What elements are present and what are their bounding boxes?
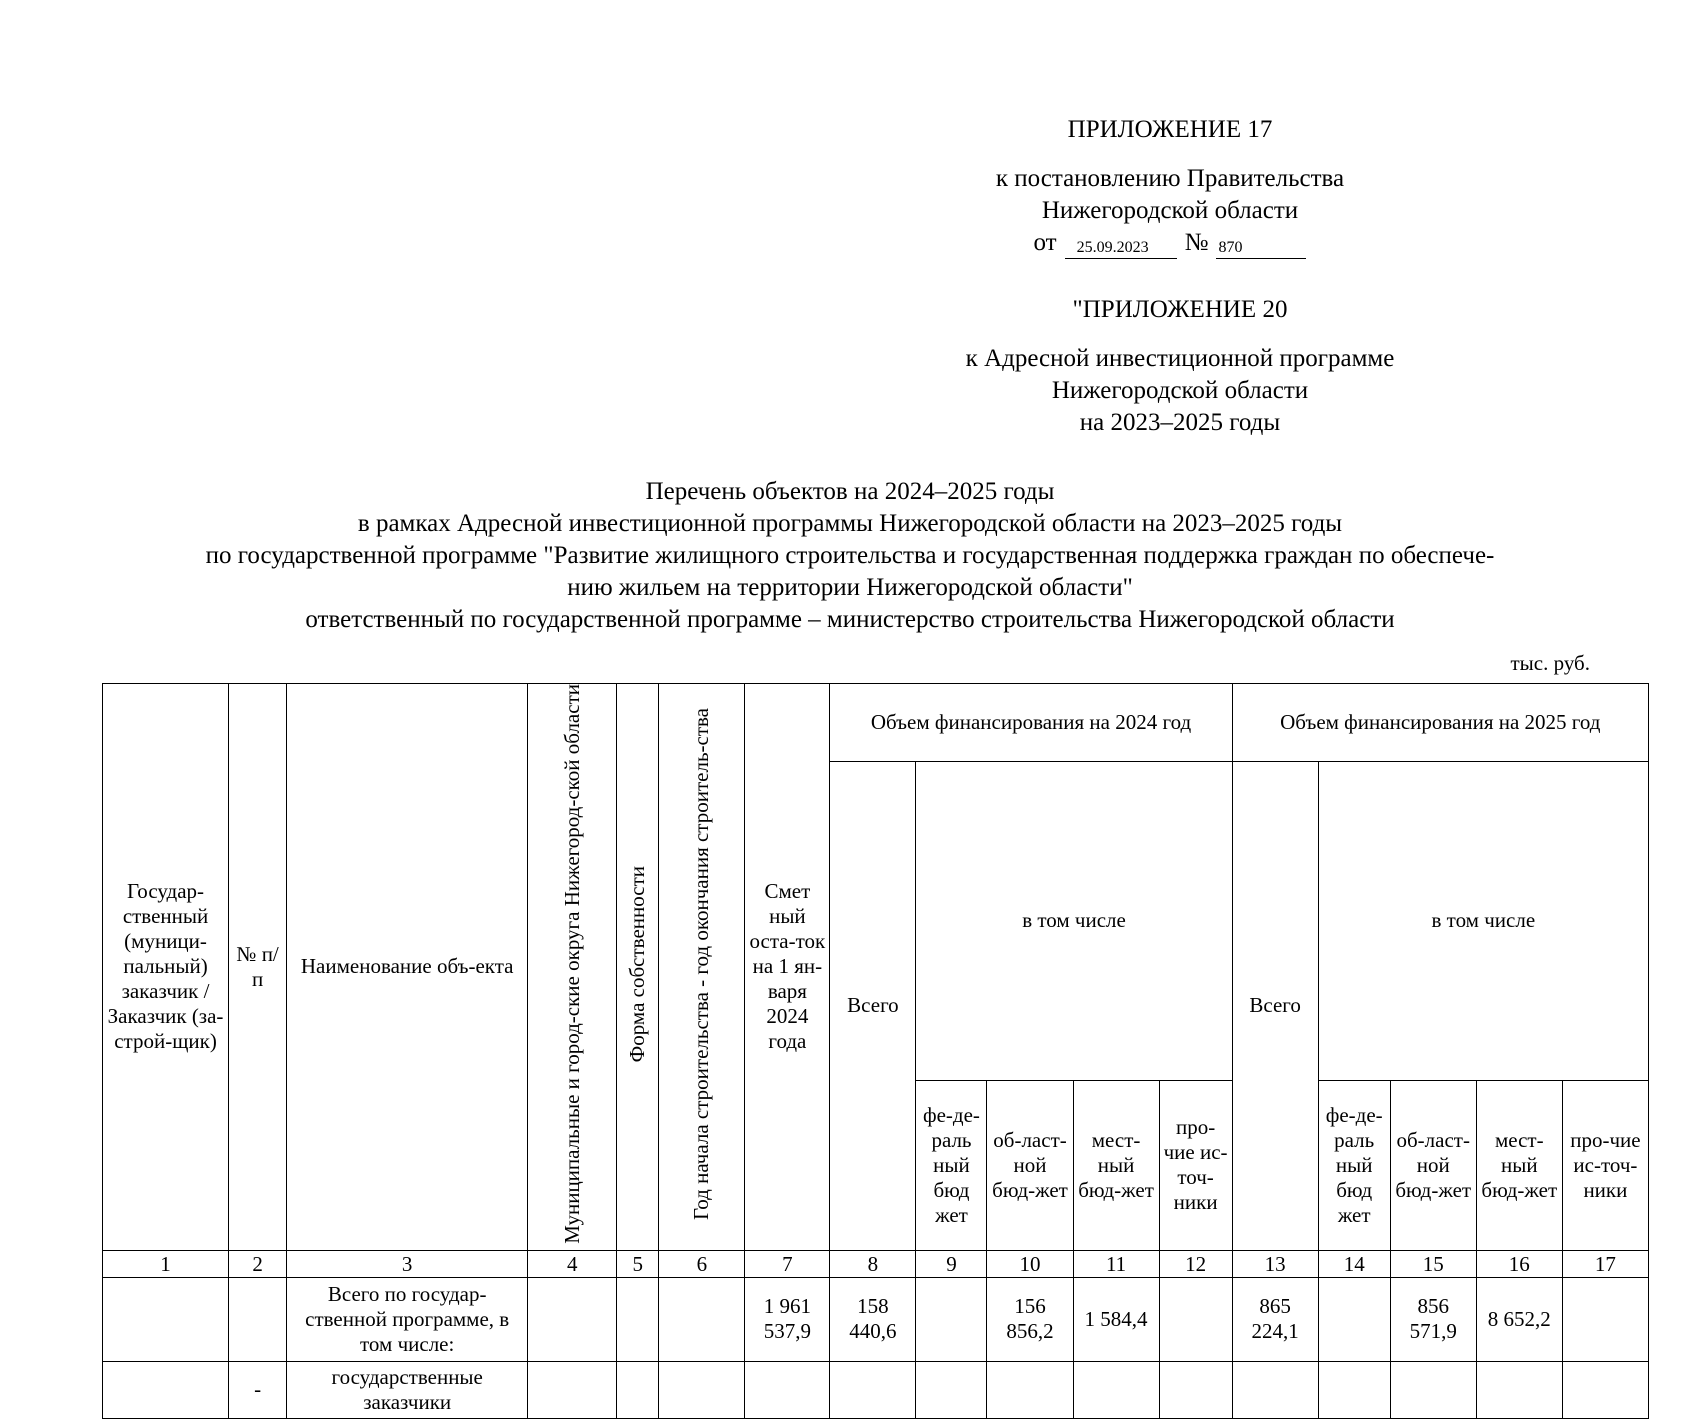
col-header-2024-regional: об-ласт-ной бюд-жет (987, 1080, 1073, 1250)
cell-ownership (617, 1277, 659, 1361)
cell-2025-regional: 856 571,9 (1390, 1277, 1476, 1361)
cell-estimate (745, 1361, 830, 1418)
cell-number: - (229, 1361, 287, 1418)
cell-2024-federal (916, 1277, 987, 1361)
financing-table (102, 683, 1649, 1419)
column-number: 14 (1318, 1250, 1390, 1277)
col-header-2024-total: Всего (830, 762, 916, 1251)
cell-municipal (528, 1277, 617, 1361)
col-header-municipal (528, 684, 617, 1251)
col-header-2025-federal: фе-де-раль ный бюд жет (1318, 1080, 1390, 1250)
program-line-3: на 2023–2025 годы (1079, 409, 1281, 436)
title-line-5: ответственный по государственной программе – министерство строительства Нижегородской области (305, 606, 1395, 633)
col-header-number: № п/п (229, 684, 287, 1251)
number-prefix: № (1184, 229, 1209, 256)
title-line-1: Перечень объектов на 2024–2025 годы (645, 478, 1055, 505)
cell-2025-federal (1318, 1361, 1390, 1418)
cell-customer (103, 1361, 229, 1418)
column-number: 9 (916, 1250, 987, 1277)
table-header-row-1 (103, 684, 1649, 762)
col-header-object-name: Наименование объ-екта (287, 684, 528, 1251)
unit-label: тыс. руб. (1510, 651, 1590, 675)
cell-2025-regional (1390, 1361, 1476, 1418)
column-number: 12 (1159, 1250, 1232, 1277)
cell-2025-total (1232, 1361, 1318, 1418)
col-header-years-text: Год начала строительства - год окончания строитель-ства (689, 707, 714, 1220)
cell-2025-other (1562, 1361, 1648, 1418)
group-header-2024: Объем финансирования на 2024 год (830, 684, 1232, 762)
cell-2025-local (1476, 1361, 1562, 1418)
column-number: 7 (745, 1250, 830, 1277)
subheader-2024-including: в том числе (916, 762, 1232, 1081)
column-number: 6 (659, 1250, 745, 1277)
column-number: 13 (1232, 1250, 1318, 1277)
cell-2024-local (1073, 1361, 1159, 1418)
cell-2024-other (1159, 1277, 1232, 1361)
column-number: 2 (229, 1250, 287, 1277)
col-header-ownership-text: Форма собственности (625, 865, 650, 1063)
column-number: 16 (1476, 1250, 1562, 1277)
col-header-2024-other: про-чие ис-точ-ники (1159, 1080, 1232, 1250)
column-number: 3 (287, 1250, 528, 1277)
date-prefix: от (1033, 229, 1057, 256)
col-header-2025-local: мест-ный бюд-жет (1476, 1080, 1562, 1250)
program-line-2: Нижегородской области (1051, 377, 1309, 404)
cell-2024-total: 158 440,6 (830, 1277, 916, 1361)
cell-ownership (617, 1361, 659, 1418)
cell-years (659, 1361, 745, 1418)
column-number: 8 (830, 1250, 916, 1277)
col-header-2024-local: мест-ный бюд-жет (1073, 1080, 1159, 1250)
col-header-estimate: Смет ный оста-ток на 1 ян-варя 2024 года (745, 684, 830, 1251)
cell-2024-regional (987, 1361, 1073, 1418)
appendix-title: ПРИЛОЖЕНИЕ 17 (1067, 116, 1273, 143)
cell-customer (103, 1277, 229, 1361)
cell-municipal (528, 1361, 617, 1418)
decree-date: 25.09.2023 (1065, 238, 1177, 259)
group-header-2025: Объем финансирования на 2025 год (1232, 684, 1648, 762)
col-header-municipal-text: Муниципальные и город-ские округа Нижегород-ской области (559, 684, 584, 1244)
cell-object-name: Всего по государ-ственной программе, в том числе: (287, 1277, 528, 1361)
cell-years (659, 1277, 745, 1361)
appendix-20-title: "ПРИЛОЖЕНИЕ 20 (1072, 296, 1288, 323)
column-number: 15 (1390, 1250, 1476, 1277)
col-header-ownership (617, 684, 659, 1251)
col-header-years (659, 684, 745, 1251)
col-header-2025-other: про-чие ис-точ-ники (1562, 1080, 1648, 1250)
program-reference (900, 343, 1460, 439)
column-number: 10 (987, 1250, 1073, 1277)
cell-2024-regional: 156 856,2 (987, 1277, 1073, 1361)
cell-2025-federal (1318, 1277, 1390, 1361)
column-number: 5 (617, 1250, 659, 1277)
col-header-customer: Государ-ственный (муници-пальный) заказчик / Заказчик (за-строй-щик) (103, 684, 229, 1251)
cell-2024-other (1159, 1361, 1232, 1418)
column-number: 17 (1562, 1250, 1648, 1277)
col-header-2024-federal: фе-де-раль ный бюд жет (916, 1080, 987, 1250)
column-number: 11 (1073, 1250, 1159, 1277)
column-number: 4 (528, 1250, 617, 1277)
col-header-2025-regional: об-ласт-ной бюд-жет (1390, 1080, 1476, 1250)
cell-2025-local: 8 652,2 (1476, 1277, 1562, 1361)
table-row-state-customers (103, 1361, 1649, 1418)
title-line-2: в рамках Адресной инвестиционной программы Нижегородской области на 2023–2025 годы (357, 510, 1343, 537)
decree-date-line (930, 227, 1410, 259)
cell-number (229, 1277, 287, 1361)
col-header-2025-total: Всего (1232, 762, 1318, 1251)
cell-2025-total: 865 224,1 (1232, 1277, 1318, 1361)
decree-line-2: Нижегородской области (1041, 197, 1299, 224)
table-row-program-total (103, 1277, 1649, 1361)
cell-object-name: государственные заказчики (287, 1361, 528, 1418)
cell-2024-local: 1 584,4 (1073, 1277, 1159, 1361)
subheader-2025-including: в том числе (1318, 762, 1648, 1081)
title-line-4: нию жильем на территории Нижегородской области" (567, 574, 1133, 601)
cell-estimate: 1 961 537,9 (745, 1277, 830, 1361)
program-line-1: к Адресной инвестиционной программе (965, 345, 1395, 372)
column-numbers-row (103, 1250, 1649, 1277)
document-title (110, 476, 1590, 636)
cell-2024-federal (916, 1361, 987, 1418)
cell-2024-total (830, 1361, 916, 1418)
column-number: 1 (103, 1250, 229, 1277)
title-line-3: по государственной программе "Развитие жилищного строительства и государственная поддержка граждан по обеспече- (205, 542, 1495, 569)
decree-reference (930, 163, 1410, 259)
decree-line-1: к постановлению Правительства (995, 165, 1345, 192)
cell-2025-other (1562, 1277, 1648, 1361)
decree-number: 870 (1216, 238, 1306, 259)
